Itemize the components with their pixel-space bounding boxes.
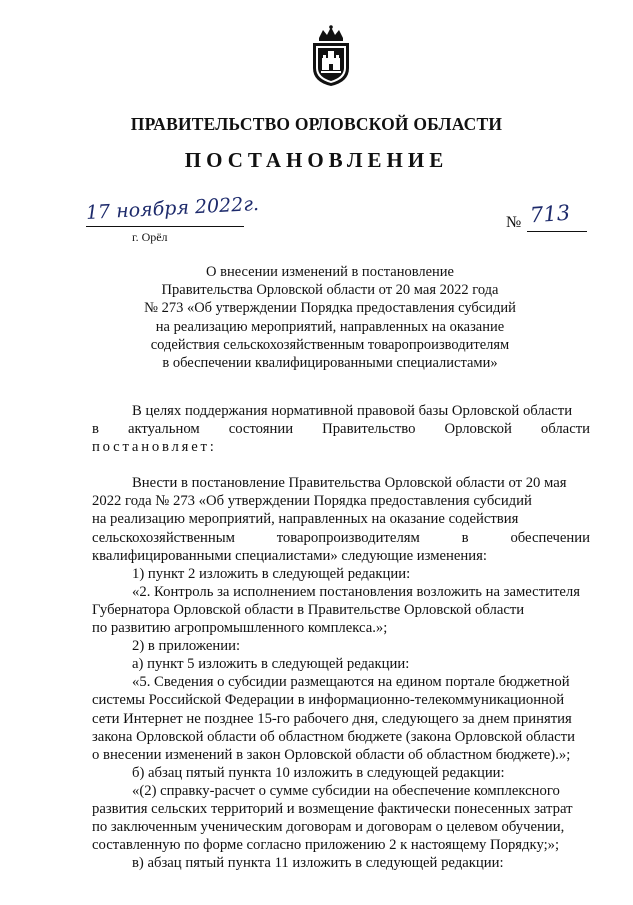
subject-line: О внесении изменений в постановление [206, 264, 454, 280]
quote-5-line: «5. Сведения о субсидии размещаются на едином портале бюджетной [132, 674, 570, 691]
item-b: б) абзац пятый пункта 10 изложить в следующей редакции: [132, 764, 505, 781]
word: Правительство [322, 421, 416, 438]
quote-10-line: составленную по форме согласно приложению 2 к настоящему Порядку;»; [92, 837, 560, 854]
quote-10-line: «(2) справку-расчет о сумме субсидии на обеспечение комплексного [132, 782, 560, 799]
intro-line: 2022 года № 273 «Об утверждении Порядка предоставления субсидий [92, 493, 532, 510]
quote-5-line: системы Российской Федерации в информационно-телекоммуникационной [92, 692, 565, 709]
quote-5-line: о внесении изменений в закон Орловской области об областном бюджете).»; [92, 746, 571, 763]
quote-10-line: развития сельских территорий и возмещение фактически понесенных затрат [92, 800, 573, 817]
handwritten-number: 713 [529, 200, 571, 228]
intro-line: Внести в постановление Правительства Орловской области от 20 мая [132, 475, 567, 492]
quote-5-line: закона Орловской области об областном бюджете (закона Орловской области [92, 728, 575, 745]
preamble-justified-line [92, 420, 590, 438]
word: в [461, 529, 469, 546]
document-body [92, 402, 590, 872]
document-subject [120, 263, 540, 372]
number-sign: № [506, 214, 522, 231]
document-type: ПОСТАНОВЛЕНИЕ [184, 148, 449, 172]
subject-line: № 273 «Об утверждении Порядка предоставления субсидий [144, 300, 516, 317]
date-underline [86, 226, 244, 227]
word: Орловской [444, 421, 512, 438]
item-2: 2) в приложении: [132, 638, 241, 655]
subject-line: в обеспечении квалифицированными специалистами» [162, 355, 498, 372]
word: в [92, 421, 99, 438]
quote-2-line: «2. Контроль за исполнением постановления возложить на заместителя [132, 583, 580, 600]
word: товаропроизводителям [276, 529, 420, 546]
coat-of-arms-icon [309, 24, 353, 88]
city-label: г. Орёл [132, 230, 168, 244]
intro-justified-line [92, 529, 590, 547]
handwritten-date: 17 ноября 2022г. [85, 192, 260, 224]
quote-2-line: Губернатора Орловской области в Правительстве Орловской области [92, 601, 525, 618]
resolves-label: постановляет: [92, 439, 217, 456]
number-underline [527, 231, 587, 232]
word: актуальном [127, 421, 200, 438]
word: области [540, 421, 590, 438]
quote-5-line: сети Интернет не позднее 15-го рабочего дня, следующего за днем принятия [92, 710, 572, 727]
word: обеспечении [510, 529, 590, 546]
government-title: ПРАВИТЕЛЬСТВО ОРЛОВСКОЙ ОБЛАСТИ [130, 114, 503, 134]
intro-line: квалифицированными специалистами» следующие изменения: [92, 547, 487, 564]
subject-line: на реализацию мероприятий, направленных на оказание [155, 318, 505, 335]
intro-line: на реализацию мероприятий, направленных на оказание содействия [92, 511, 519, 528]
subject-line: содействия сельскохозяйственным товаропроизводителям [150, 336, 510, 353]
item-a: а) пункт 5 изложить в следующей редакции: [132, 656, 410, 673]
item-v: в) абзац пятый пункта 11 изложить в следующей редакции: [132, 855, 504, 872]
item-1: 1) пункт 2 изложить в следующей редакции: [132, 565, 411, 582]
preamble-line: В целях поддержания нормативной правовой базы Орловской области [132, 403, 573, 419]
quote-10-line: по заключенным ученическим договорам и договорам о целевом обучении, [92, 819, 565, 836]
quote-2-line: по развитию агропромышленного комплекса.»; [92, 620, 388, 637]
subject-line: Правительства Орловской области от 20 мая 2022 года [161, 282, 499, 299]
word: сельскохозяйственным [92, 529, 235, 546]
word: состоянии [228, 421, 294, 438]
